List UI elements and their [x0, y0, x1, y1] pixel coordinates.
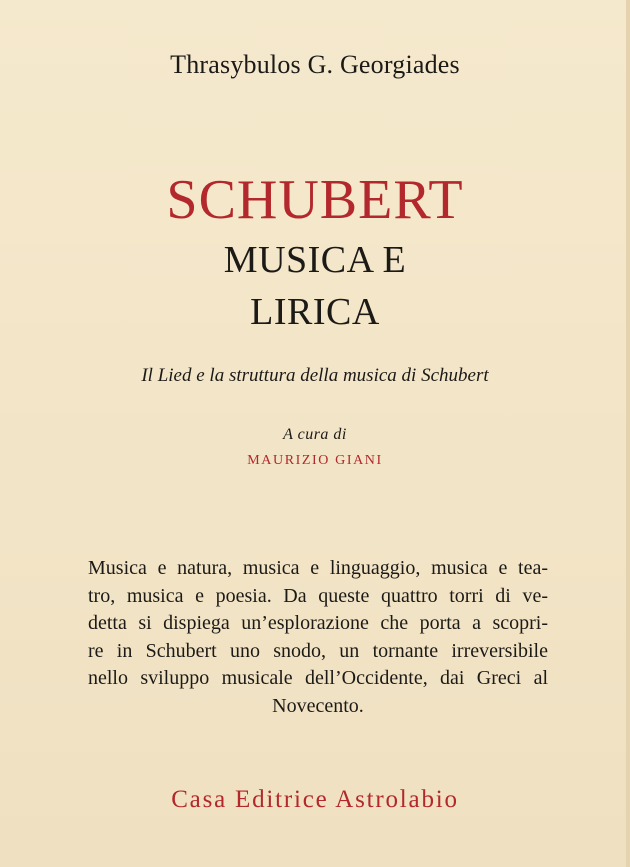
author-name: Thrasybulos G. Georgiades: [170, 50, 460, 79]
blurb-line: nello sviluppo musicale dell’Occidente, dai Greci al: [88, 667, 548, 689]
book-subtitle: Il Lied e la struttura della musica di Schubert: [141, 365, 489, 386]
blurb-line: tro, musica e poesia. Da queste quattro torri di ve-: [88, 584, 548, 607]
publisher-name: Casa Editrice Astrolabio: [171, 786, 459, 813]
book-title: SCHUBERT: [166, 169, 464, 231]
curator-name: MAURIZIO GIANI: [247, 453, 383, 468]
blurb-line: Musica e natura, musica e linguaggio, musica e tea-: [88, 557, 548, 579]
blurb-line: detta si dispiega un’esplorazione che porta a scopri-: [88, 612, 548, 634]
blurb-text: [88, 555, 548, 720]
book-title-line-3: LIRICA: [250, 291, 380, 333]
book-title-line-2: MUSICA E: [223, 239, 407, 281]
cover-edge: [626, 0, 630, 867]
blurb-line: re in Schubert uno snodo, un tornante irreversibile: [88, 639, 548, 662]
curator-label: A cura di: [283, 426, 347, 443]
blurb-line: Novecento.: [272, 694, 364, 717]
